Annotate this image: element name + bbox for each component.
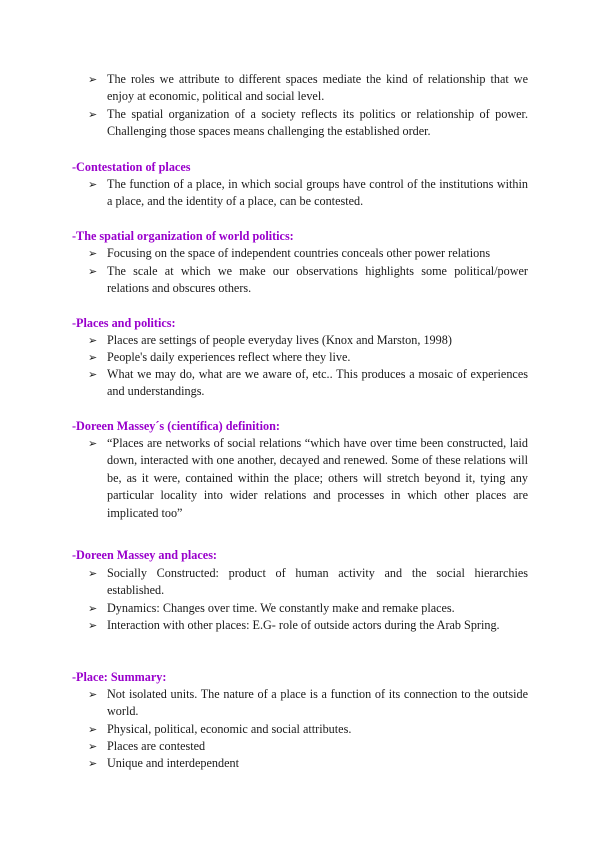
arrow-bullet-icon: ➢	[88, 108, 98, 121]
massey-places-item-1-text: Socially Constructed: product of human activity and the social hierarchies established.	[107, 566, 528, 598]
arrow-bullet-icon: ➢	[88, 688, 98, 701]
arrow-bullet-icon: ➢	[88, 602, 98, 615]
massey-definition-quote	[88, 435, 528, 522]
summary-item-4-text: Unique and interdependent	[107, 756, 239, 770]
spatial-item-2	[88, 263, 528, 298]
summary-item-3-text: Places are contested	[107, 739, 206, 753]
places-politics-item-2-text: People's daily experiences reflect where they live.	[107, 350, 351, 364]
massey-places-item-3	[88, 617, 528, 634]
heading-massey-places: -Doreen Massey and places:	[72, 548, 217, 562]
heading-spatial-organization: -The spatial organization of world politics:	[72, 229, 294, 243]
arrow-bullet-icon: ➢	[88, 437, 98, 450]
intro-item-1	[88, 71, 528, 106]
massey-places-item-1	[88, 565, 528, 600]
heading-massey-definition: -Doreen Massey´s (científica) definition:	[72, 419, 280, 433]
arrow-bullet-icon: ➢	[88, 619, 98, 632]
arrow-bullet-icon: ➢	[88, 723, 98, 736]
arrow-bullet-icon: ➢	[88, 73, 98, 86]
summary-item-2-text: Physical, political, economic and social attributes.	[107, 722, 352, 736]
arrow-bullet-icon: ➢	[88, 265, 98, 278]
heading-summary: -Place: Summary:	[72, 670, 167, 684]
arrow-bullet-icon: ➢	[88, 351, 98, 364]
spatial-item-1	[88, 245, 528, 262]
places-politics-item-2	[88, 349, 528, 366]
arrow-bullet-icon: ➢	[88, 247, 98, 260]
heading-places-politics: -Places and politics:	[72, 316, 176, 330]
intro-item-2	[88, 106, 528, 141]
arrow-bullet-icon: ➢	[88, 334, 98, 347]
massey-definition-quote-text: “Places are networks of social relations “which have over time been constructed, laid down, interacted with one another, decayed and renewed. Some of these relations will be, as it were, contained within the place; others will stretch beyond it, tying any particular locality into wider relations and processes in which other places are implicated too”	[107, 436, 528, 520]
massey-places-item-2-text: Dynamics: Changes over time. We constantly make and remake places.	[107, 601, 455, 615]
summary-item-1-text: Not isolated units. The nature of a place is a function of its connection to the outside world.	[107, 687, 528, 719]
heading-contestation: -Contestation of places	[72, 160, 191, 174]
intro-item-1-text: The roles we attribute to different spaces mediate the kind of relationship that we enjoy at economic, political and social level.	[107, 72, 528, 104]
summary-item-1	[88, 686, 528, 721]
contestation-item-1-text: The function of a place, in which social groups have control of the institutions within a place, and the identity of a place, can be contested.	[107, 177, 528, 209]
massey-places-item-2	[88, 600, 528, 617]
contestation-item-1	[88, 176, 528, 211]
arrow-bullet-icon: ➢	[88, 567, 98, 580]
spatial-item-2-text: The scale at which we make our observations highlights some political/power relations and obscures others.	[107, 264, 528, 296]
summary-item-3	[88, 738, 528, 755]
arrow-bullet-icon: ➢	[88, 740, 98, 753]
summary-item-2	[88, 721, 528, 738]
spatial-item-1-text: Focusing on the space of independent countries conceals other power relations	[107, 246, 491, 260]
places-politics-item-1	[88, 332, 528, 349]
massey-places-item-3-text: Interaction with other places: E.G- role of outside actors during the Arab Spring.	[107, 618, 500, 632]
arrow-bullet-icon: ➢	[88, 368, 98, 381]
arrow-bullet-icon: ➢	[88, 178, 98, 191]
summary-item-4	[88, 755, 528, 772]
intro-item-2-text: The spatial organization of a society reflects its politics or relationship of power. Challenging those spaces means challenging the established order.	[107, 107, 528, 139]
places-politics-item-1-text: Places are settings of people everyday lives (Knox and Marston, 1998)	[107, 333, 452, 347]
arrow-bullet-icon: ➢	[88, 757, 98, 770]
places-politics-item-3-text: What we may do, what are we aware of, etc.. This produces a mosaic of experiences and understandings.	[107, 367, 528, 399]
places-politics-item-3	[88, 366, 528, 401]
